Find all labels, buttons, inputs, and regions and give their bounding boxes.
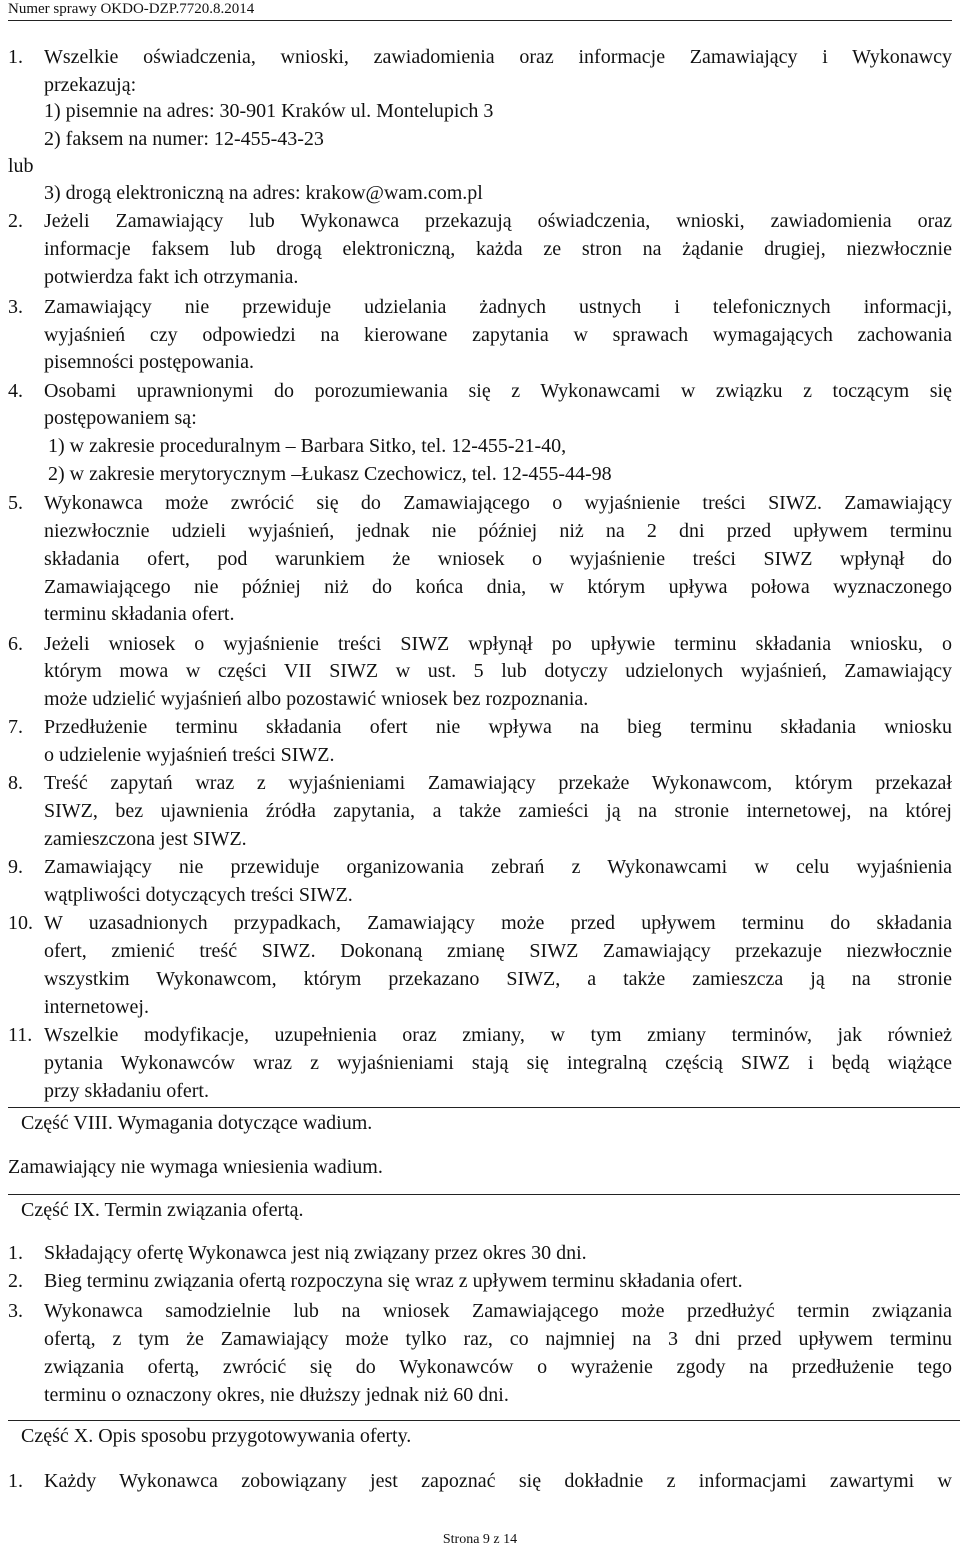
text-line (0, 264, 960, 290)
text-line (0, 546, 960, 572)
list-number: 6. (8, 633, 23, 655)
line-text: zamieszczona jest SIWZ. (44, 828, 247, 850)
text-line (0, 714, 960, 740)
text-line (0, 236, 960, 262)
text-line (0, 490, 960, 516)
text-line (0, 1326, 960, 1352)
list-number: 10. (8, 912, 33, 934)
line-text: Wszelkie modyfikacje, uzupełnienia oraz zmiany, w tym zmiany terminów, jak również (44, 1024, 952, 1046)
line-text: Każdy Wykonawca zobowiązany jest zapoznać się dokładnie z informacjami zawartymi w (44, 1470, 952, 1492)
line-text: Bieg terminu związania ofertą rozpoczyna się wraz z upływem terminu składania ofert. (44, 1270, 743, 1292)
text-line (0, 378, 960, 404)
text-line (0, 910, 960, 936)
section-heading: Część X. Opis sposobu przygotowywania oferty. (8, 1420, 960, 1447)
line-text: składania ofert, pod warunkiem że wniosek o wyjaśnienie treści SIWZ wpłynął do (44, 548, 952, 570)
section-heading: Część IX. Termin związania ofertą. (8, 1194, 960, 1221)
text-line (0, 574, 960, 600)
line-text: związania ofertą, zwrócić się do Wykonawców o wyrażenie zgody na przedłużenie tego (44, 1356, 952, 1378)
list-number: 2. (8, 210, 23, 232)
text-line (0, 770, 960, 796)
line-text: Jeżeli Zamawiający lub Wykonawca przekazują oświadczenia, wnioski, zawiadomienia oraz (44, 210, 952, 232)
line-text: 2) faksem na numer: 12-455-43-23 (44, 128, 324, 150)
line-text: przekazują: (44, 74, 137, 96)
text-line (0, 966, 960, 992)
text-line (0, 208, 960, 234)
text-line (0, 1268, 960, 1294)
line-text: ofertą, z tym że Zamawiający może tylko raz, co najmniej na 3 dni przed upływem terminu (44, 1328, 952, 1350)
line-text: informacje faksem lub drogą elektroniczną, każda ze stron na żądanie drugiej, niezwłocznie (44, 238, 952, 260)
list-number: 11. (8, 1024, 33, 1046)
text-line (0, 658, 960, 684)
line-text: Zamawiający nie przewiduje udzielania żadnych ustnych i telefonicznych informacji, (44, 296, 952, 318)
line-text: niezwłocznie udzieli wyjaśnień, jednak nie później niż na 2 dni przed upływem terminu (44, 520, 952, 542)
text-line (0, 433, 960, 459)
list-number: 3. (8, 296, 23, 318)
text-line (0, 349, 960, 375)
text-line (0, 601, 960, 627)
text-line (0, 180, 960, 206)
list-number: 1. (8, 1242, 23, 1264)
text-line (0, 322, 960, 348)
text-line (0, 742, 960, 768)
line-text: 2) w zakresie merytorycznym –Łukasz Czechowicz, tel. 12-455-44-98 (48, 463, 612, 485)
text-line (0, 882, 960, 908)
line-text: 1) pisemnie na adres: 30-901 Kraków ul. Montelupich 3 (44, 100, 494, 122)
line-text: Zamawiający nie wymaga wniesienia wadium. (8, 1156, 383, 1178)
line-text: 1) w zakresie proceduralnym – Barbara Sitko, tel. 12-455-21-40, (48, 435, 567, 457)
line-text: Treść zapytań wraz z wyjaśnieniami Zamawiający przekaże Wykonawcom, którym przekazał (44, 772, 952, 794)
section-heading: Część VIII. Wymagania dotyczące wadium. (8, 1107, 960, 1134)
text-line (0, 631, 960, 657)
page-number: Strona 9 z 14 (442, 1532, 518, 1547)
case-number: Numer sprawy OKDO-DZP.7720.8.2014 (8, 1, 255, 17)
line-text: pytania Wykonawców wraz z wyjaśnieniami stają się integralną częścią SIWZ i będą wiążące (44, 1052, 952, 1074)
line-text: terminu składania ofert. (44, 603, 235, 625)
text-line (0, 1022, 960, 1048)
document-header (8, 0, 952, 21)
line-text: W uzasadnionych przypadkach, Zamawiający może przed upływem terminu do składania (44, 912, 952, 934)
line-text: o udzielenie wyjaśnień treści SIWZ. (44, 744, 335, 766)
list-number: 4. (8, 380, 23, 402)
line-text: SIWZ, bez ujawnienia źródła zapytania, a także zamieści ją na stronie internetowej, na której (44, 800, 952, 822)
line-text: wszystkim Wykonawcom, którym przekazano SIWZ, a także zamieszcza ją na stronie (44, 968, 952, 990)
text-line (0, 938, 960, 964)
line-text: Zamawiający nie przewiduje organizowania zebrań z Wykonawcami w celu wyjaśnienia (44, 856, 952, 878)
page-footer (0, 1532, 960, 1548)
text-line (0, 798, 960, 824)
line-text: Jeżeli wniosek o wyjaśnienie treści SIWZ wpłynął po upływie terminu składania wniosku, o (44, 633, 952, 655)
text-line (0, 72, 960, 98)
text-line (0, 405, 960, 431)
text-line (0, 1354, 960, 1380)
text-line (0, 126, 960, 152)
text-line (0, 518, 960, 544)
line-text: Przedłużenie terminu składania ofert nie wpływa na bieg terminu składania wniosku (44, 716, 952, 738)
text-line (0, 826, 960, 852)
line-text: wyjaśnień czy odpowiedzi na kierowane zapytania w sprawach wymagających zachowania (44, 324, 952, 346)
text-line (0, 153, 960, 179)
text-line (0, 1240, 960, 1266)
line-text: Wszelkie oświadczenia, wnioski, zawiadomienia oraz informacje Zamawiający i Wykonawcy (44, 46, 952, 68)
text-line (0, 1382, 960, 1408)
list-number: 5. (8, 492, 23, 514)
list-number: 8. (8, 772, 23, 794)
text-line (0, 294, 960, 320)
text-line (0, 1078, 960, 1104)
text-line (0, 854, 960, 880)
line-text: internetowej. (44, 996, 149, 1018)
text-line (0, 994, 960, 1020)
text-line (0, 1050, 960, 1076)
text-line (0, 98, 960, 124)
line-text: Osobami uprawnionymi do porozumiewania się z Wykonawcami w związku z toczącym się (44, 380, 952, 402)
list-number: 7. (8, 716, 23, 738)
list-number: 2. (8, 1270, 23, 1292)
text-line (0, 1298, 960, 1324)
list-number: 1. (8, 1470, 23, 1492)
text-line (0, 44, 960, 70)
text-line (0, 686, 960, 712)
line-text: potwierdza fakt ich otrzymania. (44, 266, 299, 288)
line-text: Wykonawca może zwrócić się do Zamawiającego o wyjaśnienie treści SIWZ. Zamawiający (44, 492, 952, 514)
line-text: Składający ofertę Wykonawca jest nią związany przez okres 30 dni. (44, 1242, 587, 1264)
line-text: pisemności postępowania. (44, 351, 254, 373)
list-number: lub (8, 155, 34, 177)
line-text: może udzielić wyjaśnień albo pozostawić wniosek bez rozpoznania. (44, 688, 589, 710)
line-text: Zamawiającego nie później niż do końca dnia, w którym upływa połowa wyznaczonego (44, 576, 952, 598)
line-text: postępowaniem są: (44, 407, 197, 429)
list-number: 1. (8, 46, 23, 68)
line-text: ofert, zmienić treść SIWZ. Dokonaną zmianę SIWZ Zamawiający przekazuje niezwłocznie (44, 940, 952, 962)
line-text: terminu o oznaczony okres, nie dłuższy jednak niż 60 dni. (44, 1384, 509, 1406)
line-text: przy składaniu ofert. (44, 1080, 209, 1102)
list-number: 3. (8, 1300, 23, 1322)
text-line (0, 1468, 960, 1494)
line-text: którym mowa w części VII SIWZ w ust. 5 lub dotyczy udzielonych wyjaśnień, Zamawiający (44, 660, 952, 682)
line-text: 3) drogą elektroniczną na adres: krakow@wam.com.pl (44, 182, 483, 204)
text-line (0, 1154, 960, 1180)
list-number: 9. (8, 856, 23, 878)
line-text: wątpliwości dotyczących treści SIWZ. (44, 884, 353, 906)
text-line (0, 461, 960, 487)
line-text: Wykonawca samodzielnie lub na wniosek Zamawiającego może przedłużyć termin związania (44, 1300, 952, 1322)
